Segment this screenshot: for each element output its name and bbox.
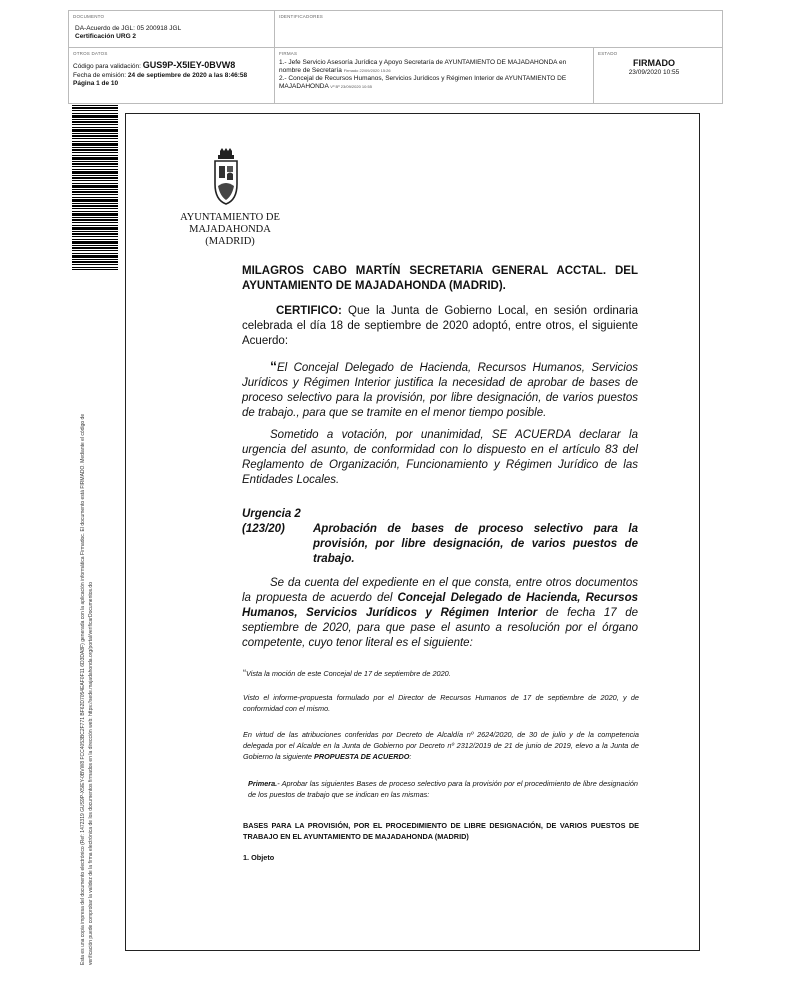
barcode <box>72 105 118 270</box>
votacion-paragraph: Sometido a votación, por unanimidad, SE ACUERDA declarar la urgencia del asunto, de conformidad con lo dispuesto en el artículo 83 del Reglamento de Organización, Funcionamiento y Régimen Jurídico de las Entidades Locales. <box>242 429 638 486</box>
fecha-value: 24 de septiembre de 2020 a las 8:46:58 <box>127 71 248 79</box>
quoted-p1: “Vista la moción de este Concejal de 17 de septiembre de 2020. <box>243 668 451 678</box>
firmas-label: FIRMAS <box>279 51 298 56</box>
quoted-p4: Primera.- Aprobar las siguientes Bases de proceso selectivo para la provisión por el procedimiento de libre designación de los puestos de trabajo que se indican en las mismas: <box>248 779 638 799</box>
urgencia-title: Aprobación de bases de proceso selectivo para la provisión, por libre designación, de varios puestos de trabajo. <box>313 523 638 565</box>
certifico-paragraph: CERTIFICO: Que la Junta de Gobierno Local, en sesión ordinaria celebrada el día 18 de septiembre de 2020 adoptó, entre otros, el siguiente Acuerdo: <box>242 305 638 347</box>
documento-label: DOCUMENTO <box>73 14 105 19</box>
otros-datos-label: OTROS DATOS <box>73 51 108 56</box>
firmas-cell <box>275 48 594 103</box>
urgencia-label: Urgencia 2 <box>242 508 301 520</box>
urgencia-number: (123/20) <box>242 523 285 535</box>
bases-title: BASES PARA LA PROVISIÓN, POR EL PROCEDIMIENTO DE LIBRE DESIGNACIÓN, DE VARIOS PUESTOS DE TRABAJO EN EL AYUNTAMIENTO DE MAJADAHONDA (MADRID) <box>243 821 639 841</box>
estado-cell <box>594 48 722 103</box>
coat-of-arms-logo <box>207 148 245 206</box>
estado-value: FIRMADO <box>633 58 675 68</box>
verification-note-line2: verificación puede comprobar la validez de la firma electrónica de los documentos firmados en la dirección web: https://sede.majadahonda.org/portal/verificarDocumentos.do <box>88 582 94 965</box>
codigo-validacion: Código para validación: GUS9P-X5IEY-0BVW8 <box>73 60 236 70</box>
firma-2: 2.- Concejal de Recursos Humanos, Servicios Jurídicos y Régimen Interior de AYUNTAMIENTO DE MAJADAHONDA Vº Bº 23/09/2020 10:55 <box>279 75 567 90</box>
cuenta-paragraph: Se da cuenta del expediente en el que consta, entre otros documentos la propuesta de acuerdo del Concejal Delegado de Hacienda, Recursos Humanos, Servicios Jurídicos y Régimen Interior de fecha 17 de septiembre de 2020, para que pase el asunto a resolución por el órgano competente, cuyo tenor literal es el siguiente: <box>242 577 638 649</box>
documento-cell <box>69 11 275 48</box>
otros-datos-cell <box>69 48 275 103</box>
section-objeto: 1. Objeto <box>243 853 275 862</box>
estado-date: 23/09/2020 10:55 <box>628 69 680 76</box>
firma-1: 1.- Jefe Servicio Asesoría Jurídica y Apoyo Secretaría de AYUNTAMIENTO DE MAJADAHONDA en nombre de Secretaría Firmado 22/09/2020 15:26 <box>279 59 567 74</box>
documento-line2: Certificación URG 2 <box>75 33 137 40</box>
fecha-emision: Fecha de emisión: 24 de septiembre de 2020 a las 8:46:58 <box>73 71 248 79</box>
verification-note-line1: Esta es una copia impresa del documento electrónico (Ref: 1472319 GUS9P-X5IEY-0BVW8 FCC4053BC2F771 BF62D7054EAF0F11 6D3DA8F) generada con la aplicación informática Firmadoc. El documento está FIRMADO. Mediante el código de <box>80 413 86 965</box>
estado-label: ESTADO <box>598 51 618 56</box>
document-heading: MILAGROS CABO MARTÍN SECRETARIA GENERAL ACCTAL. DEL AYUNTAMIENTO DE MAJADAHONDA (MADRID). <box>242 265 638 292</box>
quoted-p2: Visto el informe-propuesta formulado por el Director de Recursos Humanos de 17 de septiembre de 2020, y de conformidad con el mismo. <box>243 693 639 713</box>
ayuntamiento-name: AYUNTAMIENTO DE MAJADAHONDA (MADRID) <box>180 212 280 247</box>
identificadores-label: IDENTIFICADORES <box>279 14 324 19</box>
quoted-p3: En virtud de las atribuciones conferidas por Decreto de Alcaldía nº 2624/2020, de 30 de julio y de la competencia delegada por el Alcalde en la Junta de Gobierno por Decreto nº 2312/2019 de 21 de junio de 2019, elevo a la Junta de Gobierno la siguiente PROPUESTA DE ACUERDO: <box>243 730 639 761</box>
identificadores-cell <box>275 11 722 48</box>
quote-paragraph: “El Concejal Delegado de Hacienda, Recursos Humanos, Servicios Jurídicos y Régimen Interior justifica la necesidad de aprobar de bases de proceso selectivo para la provisión, por libre designación, de varios puestos de trabajo., para que se tramite en el menor tiempo posible. <box>242 358 638 419</box>
document-header <box>68 10 723 104</box>
documento-line1: DA-Acuerdo de JGL: 05 200918 JGL <box>75 25 182 32</box>
codigo-value: GUS9P-X5IEY-0BVW8 <box>142 60 236 70</box>
page-count: Página 1 de 10 <box>73 80 119 87</box>
